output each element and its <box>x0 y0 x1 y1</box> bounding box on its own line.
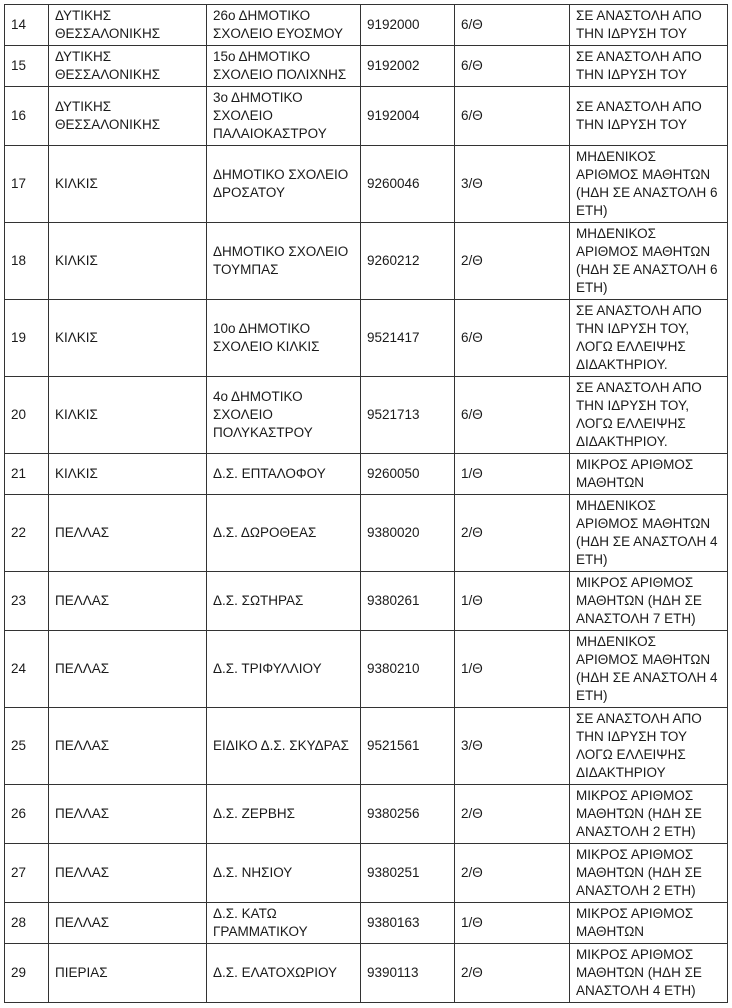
table-row <box>5 944 728 1003</box>
school-type: 6/Θ <box>455 300 570 377</box>
suspension-reason: ΣΕ ΑΝΑΣΤΟΛΗ ΑΠΟ ΤΗΝ ΙΔΡΥΣΗ ΤΟΥ, ΛΟΓΩ ΕΛΛΕΙΨΗΣ ΔΙΔΑΚΤΗΡΙΟΥ. <box>570 377 728 454</box>
school-type: 3/Θ <box>455 708 570 785</box>
suspension-reason: ΜΙΚΡΟΣ ΑΡΙΘΜΟΣ ΜΑΘΗΤΩΝ <box>570 454 728 495</box>
region-name: ΚΙΛΚΙΣ <box>49 377 207 454</box>
school-type: 2/Θ <box>455 785 570 844</box>
suspension-reason: ΣΕ ΑΝΑΣΤΟΛΗ ΑΠΟ ΤΗΝ ΙΔΡΥΣΗ ΤΟΥ <box>570 5 728 46</box>
school-code: 9521713 <box>361 377 455 454</box>
table-row <box>5 46 728 87</box>
school-type: 6/Θ <box>455 87 570 146</box>
table-row <box>5 708 728 785</box>
school-code: 9521417 <box>361 300 455 377</box>
row-number: 22 <box>5 495 49 572</box>
schools-table <box>4 4 728 1003</box>
region-name: ΠΕΛΛΑΣ <box>49 572 207 631</box>
suspension-reason: ΣΕ ΑΝΑΣΤΟΛΗ ΑΠΟ ΤΗΝ ΙΔΡΥΣΗ ΤΟΥ, ΛΟΓΩ ΕΛΛΕΙΨΗΣ ΔΙΔΑΚΤΗΡΙΟΥ. <box>570 300 728 377</box>
school-type: 1/Θ <box>455 572 570 631</box>
region-name: ΔΥΤΙΚΗΣ ΘΕΣΣΑΛΟΝΙΚΗΣ <box>49 5 207 46</box>
school-name: 3ο ΔΗΜΟΤΙΚΟ ΣΧΟΛΕΙΟ ΠΑΛΑΙΟΚΑΣΤΡΟΥ <box>207 87 361 146</box>
school-name: Δ.Σ. ΔΩΡΟΘΕΑΣ <box>207 495 361 572</box>
suspension-reason: ΜΙΚΡΟΣ ΑΡΙΘΜΟΣ ΜΑΘΗΤΩΝ (ΗΔΗ ΣΕ ΑΝΑΣΤΟΛΗ 2 ΕΤΗ) <box>570 844 728 903</box>
region-name: ΠΙΕΡΙΑΣ <box>49 944 207 1003</box>
school-code: 9260046 <box>361 146 455 223</box>
suspension-reason: ΜΗΔΕΝΙΚΟΣ ΑΡΙΘΜΟΣ ΜΑΘΗΤΩΝ (ΗΔΗ ΣΕ ΑΝΑΣΤΟΛΗ 4 ΕΤΗ) <box>570 631 728 708</box>
region-name: ΔΥΤΙΚΗΣ ΘΕΣΣΑΛΟΝΙΚΗΣ <box>49 87 207 146</box>
suspension-reason: ΜΙΚΡΟΣ ΑΡΙΘΜΟΣ ΜΑΘΗΤΩΝ (ΗΔΗ ΣΕ ΑΝΑΣΤΟΛΗ 2 ΕΤΗ) <box>570 785 728 844</box>
school-code: 9380261 <box>361 572 455 631</box>
school-name: ΕΙΔΙΚΟ Δ.Σ. ΣΚΥΔΡΑΣ <box>207 708 361 785</box>
table-row <box>5 87 728 146</box>
school-name: ΔΗΜΟΤΙΚΟ ΣΧΟΛΕΙΟ ΔΡΟΣΑΤΟΥ <box>207 146 361 223</box>
region-name: ΚΙΛΚΙΣ <box>49 454 207 495</box>
school-name: 26ο ΔΗΜΟΤΙΚΟ ΣΧΟΛΕΙΟ ΕΥΟΣΜΟΥ <box>207 5 361 46</box>
suspension-reason: ΜΙΚΡΟΣ ΑΡΙΘΜΟΣ ΜΑΘΗΤΩΝ (ΗΔΗ ΣΕ ΑΝΑΣΤΟΛΗ 7 ΕΤΗ) <box>570 572 728 631</box>
school-type: 2/Θ <box>455 844 570 903</box>
school-code: 9192002 <box>361 46 455 87</box>
row-number: 21 <box>5 454 49 495</box>
row-number: 16 <box>5 87 49 146</box>
school-code: 9260212 <box>361 223 455 300</box>
school-code: 9390113 <box>361 944 455 1003</box>
row-number: 14 <box>5 5 49 46</box>
row-number: 20 <box>5 377 49 454</box>
table-body <box>5 5 728 1003</box>
region-name: ΔΥΤΙΚΗΣ ΘΕΣΣΑΛΟΝΙΚΗΣ <box>49 46 207 87</box>
table-row <box>5 495 728 572</box>
suspension-reason: ΣΕ ΑΝΑΣΤΟΛΗ ΑΠΟ ΤΗΝ ΙΔΡΥΣΗ ΤΟΥ ΛΟΓΩ ΕΛΛΕΙΨΗΣ ΔΙΔΑΚΤΗΡΙΟΥ <box>570 708 728 785</box>
school-code: 9260050 <box>361 454 455 495</box>
region-name: ΠΕΛΛΑΣ <box>49 903 207 944</box>
region-name: ΠΕΛΛΑΣ <box>49 708 207 785</box>
school-name: Δ.Σ. ΖΕΡΒΗΣ <box>207 785 361 844</box>
school-type: 2/Θ <box>455 495 570 572</box>
school-name: 4ο ΔΗΜΟΤΙΚΟ ΣΧΟΛΕΙΟ ΠΟΛΥΚΑΣΤΡΟΥ <box>207 377 361 454</box>
school-type: 6/Θ <box>455 46 570 87</box>
school-type: 1/Θ <box>455 903 570 944</box>
school-name: Δ.Σ. ΕΠΤΑΛΟΦΟΥ <box>207 454 361 495</box>
row-number: 26 <box>5 785 49 844</box>
school-type: 1/Θ <box>455 454 570 495</box>
table-row <box>5 844 728 903</box>
school-name: Δ.Σ. ΕΛΑΤΟΧΩΡΙΟΥ <box>207 944 361 1003</box>
suspension-reason: ΣΕ ΑΝΑΣΤΟΛΗ ΑΠΟ ΤΗΝ ΙΔΡΥΣΗ ΤΟΥ <box>570 87 728 146</box>
school-name: Δ.Σ. ΣΩΤΗΡΑΣ <box>207 572 361 631</box>
table-row <box>5 223 728 300</box>
school-code: 9380251 <box>361 844 455 903</box>
row-number: 28 <box>5 903 49 944</box>
school-name: 15ο ΔΗΜΟΤΙΚΟ ΣΧΟΛΕΙΟ ΠΟΛΙΧΝΗΣ <box>207 46 361 87</box>
region-name: ΠΕΛΛΑΣ <box>49 495 207 572</box>
table-row <box>5 146 728 223</box>
table-row <box>5 903 728 944</box>
table-row <box>5 572 728 631</box>
row-number: 29 <box>5 944 49 1003</box>
suspension-reason: ΜΗΔΕΝΙΚΟΣ ΑΡΙΘΜΟΣ ΜΑΘΗΤΩΝ (ΗΔΗ ΣΕ ΑΝΑΣΤΟΛΗ 6 ΕΤΗ) <box>570 223 728 300</box>
region-name: ΚΙΛΚΙΣ <box>49 146 207 223</box>
row-number: 18 <box>5 223 49 300</box>
school-code: 9192000 <box>361 5 455 46</box>
row-number: 17 <box>5 146 49 223</box>
suspension-reason: ΜΗΔΕΝΙΚΟΣ ΑΡΙΘΜΟΣ ΜΑΘΗΤΩΝ (ΗΔΗ ΣΕ ΑΝΑΣΤΟΛΗ 4 ΕΤΗ) <box>570 495 728 572</box>
row-number: 25 <box>5 708 49 785</box>
school-name: Δ.Σ. ΤΡΙΦΥΛΛΙΟΥ <box>207 631 361 708</box>
region-name: ΠΕΛΛΑΣ <box>49 785 207 844</box>
suspension-reason: ΣΕ ΑΝΑΣΤΟΛΗ ΑΠΟ ΤΗΝ ΙΔΡΥΣΗ ΤΟΥ <box>570 46 728 87</box>
school-code: 9380210 <box>361 631 455 708</box>
school-type: 6/Θ <box>455 5 570 46</box>
table-row <box>5 454 728 495</box>
suspension-reason: ΜΙΚΡΟΣ ΑΡΙΘΜΟΣ ΜΑΘΗΤΩΝ (ΗΔΗ ΣΕ ΑΝΑΣΤΟΛΗ 4 ΕΤΗ) <box>570 944 728 1003</box>
table-row <box>5 5 728 46</box>
school-type: 6/Θ <box>455 377 570 454</box>
school-name: 10ο ΔΗΜΟΤΙΚΟ ΣΧΟΛΕΙΟ ΚΙΛΚΙΣ <box>207 300 361 377</box>
row-number: 24 <box>5 631 49 708</box>
school-name: Δ.Σ. ΝΗΣΙΟΥ <box>207 844 361 903</box>
school-name: ΔΗΜΟΤΙΚΟ ΣΧΟΛΕΙΟ ΤΟΥΜΠΑΣ <box>207 223 361 300</box>
row-number: 19 <box>5 300 49 377</box>
suspension-reason: ΜΙΚΡΟΣ ΑΡΙΘΜΟΣ ΜΑΘΗΤΩΝ <box>570 903 728 944</box>
table-row <box>5 377 728 454</box>
region-name: ΠΕΛΛΑΣ <box>49 631 207 708</box>
school-type: 2/Θ <box>455 223 570 300</box>
region-name: ΠΕΛΛΑΣ <box>49 844 207 903</box>
school-type: 1/Θ <box>455 631 570 708</box>
school-name: Δ.Σ. ΚΑΤΩ ΓΡΑΜΜΑΤΙΚΟΥ <box>207 903 361 944</box>
school-code: 9192004 <box>361 87 455 146</box>
row-number: 23 <box>5 572 49 631</box>
region-name: ΚΙΛΚΙΣ <box>49 223 207 300</box>
school-code: 9380256 <box>361 785 455 844</box>
school-code: 9521561 <box>361 708 455 785</box>
school-type: 3/Θ <box>455 146 570 223</box>
region-name: ΚΙΛΚΙΣ <box>49 300 207 377</box>
suspension-reason: ΜΗΔΕΝΙΚΟΣ ΑΡΙΘΜΟΣ ΜΑΘΗΤΩΝ (ΗΔΗ ΣΕ ΑΝΑΣΤΟΛΗ 6 ΕΤΗ) <box>570 146 728 223</box>
table-row <box>5 631 728 708</box>
school-code: 9380163 <box>361 903 455 944</box>
row-number: 27 <box>5 844 49 903</box>
table-row <box>5 785 728 844</box>
table-row <box>5 300 728 377</box>
row-number: 15 <box>5 46 49 87</box>
school-code: 9380020 <box>361 495 455 572</box>
school-type: 2/Θ <box>455 944 570 1003</box>
